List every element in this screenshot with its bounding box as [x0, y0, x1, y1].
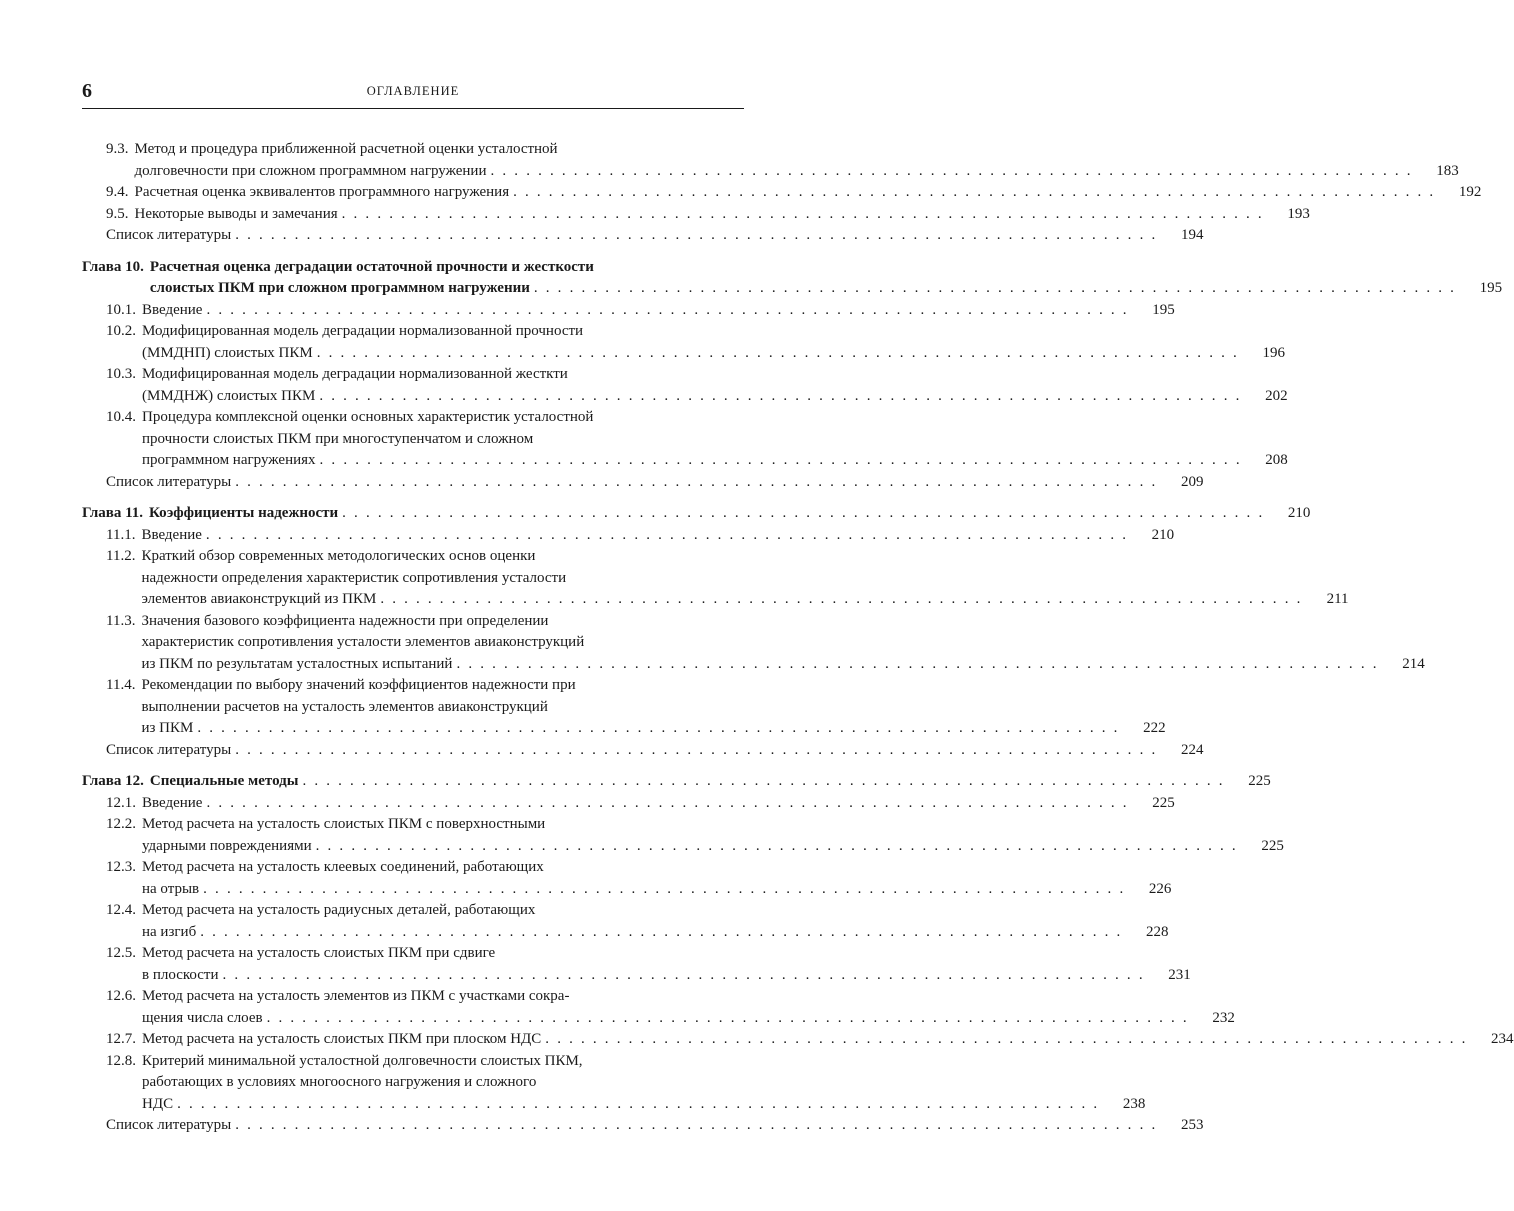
toc-entry-title: Коэффициенты надежности	[149, 505, 339, 521]
toc-page-number: 224	[1180, 741, 1204, 758]
toc-page-number: 195	[1152, 301, 1175, 318]
toc-page-number: 208	[1265, 452, 1288, 468]
section-gap	[82, 493, 744, 503]
toc-page-number: 225	[1261, 837, 1284, 854]
toc-entry-title: программном нагружениях	[142, 452, 316, 468]
toc-entry-title: Некоторые выводы и замечания	[134, 205, 338, 222]
toc-references-entry[interactable]	[82, 740, 1204, 762]
toc-entry-title: долговечности при сложном программном нагружении	[134, 162, 487, 179]
dot-leader: . . . . . . . . . . . . . . . . . . . . . . . . . . . . . . . . . . . . . . . . . . . . . . . . . . . . . . . . . . . . . . . . . . . . . . . . . . . . . .	[341, 205, 1264, 222]
toc-entry-number: 11.4.	[106, 677, 136, 693]
dot-leader: . . . . . . . . . . . . . . . . . . . . . . . . . . . . . . . . . . . . . . . . . . . . . . . . . . . . . . . . . . . . . . . . . . . . . . . . . . . . . .	[235, 1117, 1158, 1133]
toc-entry-title: Метод расчета на усталость слоистых ПКМ при сдвиге	[142, 945, 496, 961]
toc-section-entry[interactable]	[82, 675, 1166, 740]
toc-references-entry[interactable]	[82, 1115, 1204, 1137]
dot-leader: . . . . . . . . . . . . . . . . . . . . . . . . . . . . . . . . . . . . . . . . . . . . . . . . . . . . . . . . . . . . . . . . . . . . . . . . . . . . . .	[197, 720, 1120, 736]
toc-section-entry[interactable]	[82, 1051, 1146, 1116]
toc-entry-number: 12.5.	[106, 945, 136, 961]
toc-page-number: 193	[1287, 205, 1310, 222]
toc-entry-title: Список литературы	[106, 741, 232, 758]
toc-entry-number: 9.4.	[106, 184, 129, 200]
toc-line	[82, 675, 744, 697]
toc-chapter-entry[interactable]	[82, 503, 1311, 525]
toc-line	[82, 771, 1271, 793]
toc-entry-title: Процедура комплексной оценки основных характеристик усталостной	[142, 409, 594, 425]
toc-entry-title: надежности определения характеристик сопротивления усталости	[141, 569, 567, 586]
dot-leader: . . . . . . . . . . . . . . . . . . . . . . . . . . . . . . . . . . . . . . . . . . . . . . . . . . . . . . . . . . . . . . . . . . . . . . . . . . . . . .	[456, 655, 1379, 672]
toc-entry-title: элементов авиаконструкций из ПКМ	[141, 591, 377, 607]
toc-section-entry[interactable]	[82, 204, 1310, 226]
toc-entry-number: 11.2.	[106, 548, 136, 564]
toc-line	[82, 857, 744, 879]
toc-line	[82, 654, 1425, 676]
running-head	[82, 78, 744, 106]
toc-page-number: 195	[1479, 280, 1503, 296]
toc-page-number: 225	[1152, 794, 1175, 811]
toc-section-entry[interactable]	[82, 300, 1175, 322]
toc-entry-title: Список литературы	[106, 1117, 232, 1133]
toc-line	[82, 503, 1311, 525]
toc-section-entry[interactable]	[82, 139, 1459, 182]
toc-entry-title: характеристик сопротивления усталости элементов авиаконструкций	[141, 634, 585, 650]
dot-leader: . . . . . . . . . . . . . . . . . . . . . . . . . . . . . . . . . . . . . . . . . . . . . . . . . . . . . . . . . . . . . . . . . . . . . . . . . . . . . .	[319, 387, 1242, 404]
toc-chapter-entry[interactable]	[82, 257, 1503, 300]
toc-entry-title: прочности слоистых ПКМ при многоступенчатом и сложном	[142, 430, 534, 447]
toc-entry-number: 12.8.	[106, 1052, 136, 1069]
dot-leader: . . . . . . . . . . . . . . . . . . . . . . . . . . . . . . . . . . . . . . . . . . . . . . . . . . . . . . . . . . . . . . . . . . . . . . . . . . . . . .	[235, 741, 1158, 758]
toc-entry-title: Список литературы	[106, 227, 232, 243]
toc-entry-title: Рекомендации по выбору значений коэффициентов надежности при	[141, 677, 576, 693]
toc-entry-title: (ММДНП) слоистых ПКМ	[142, 344, 313, 361]
toc-page-number: 225	[1248, 773, 1271, 789]
toc-line	[82, 450, 1288, 472]
toc-line	[82, 257, 744, 279]
toc-line	[82, 321, 744, 343]
toc-entry-title: Значения базового коэффициента надежности при определении	[141, 612, 549, 629]
toc-line	[82, 611, 744, 633]
toc-chapter-entry[interactable]	[82, 771, 1271, 793]
toc-line	[82, 364, 744, 386]
toc-line	[82, 718, 1166, 740]
toc-entry-number: 12.3.	[106, 859, 136, 875]
toc-page-number: 231	[1168, 966, 1191, 983]
toc-line	[82, 278, 1503, 300]
toc-page-number: 210	[1151, 526, 1175, 543]
toc-entry-title: работающих в условиях многоосного нагружения и сложного	[142, 1074, 537, 1090]
header-rule	[82, 108, 744, 109]
toc-section-entry[interactable]	[82, 857, 1172, 900]
section-gap	[82, 247, 744, 257]
toc-line	[82, 386, 1288, 408]
toc-entry-title: Модифицированная модель деградации нормализованной прочности	[142, 323, 584, 339]
toc-line	[82, 879, 1172, 901]
toc-entry-title: Расчетная оценка деградации остаточной прочности и жесткости	[149, 258, 594, 275]
toc-line	[82, 1115, 1204, 1137]
toc-entry-number: 12.4.	[106, 902, 136, 918]
toc-line	[82, 204, 1310, 226]
toc-entry-title: Метод расчета на усталость элементов из ПКМ с участками сокра-	[142, 988, 570, 1004]
toc-page-number: 211	[1326, 591, 1349, 607]
toc-page-number: 209	[1180, 473, 1204, 490]
toc-line	[82, 225, 1204, 247]
toc-entry-number: 12.7.	[106, 1031, 136, 1047]
toc-entry-title: Метод и процедура приближенной расчетной оценки усталостной	[134, 141, 558, 157]
toc-entry-title: Список литературы	[106, 473, 232, 490]
toc-page-number: 196	[1262, 344, 1285, 361]
dot-leader: . . . . . . . . . . . . . . . . . . . . . . . . . . . . . . . . . . . . . . . . . . . . . . . . . . . . . . . . . . . . . . . . . . . . . . . . . . . . . .	[302, 773, 1225, 789]
toc-line	[82, 1072, 744, 1094]
toc-line	[82, 1094, 1146, 1116]
toc-entry-title: Введение	[142, 794, 203, 811]
toc-line	[82, 697, 744, 719]
toc-line	[82, 589, 1349, 611]
dot-leader: . . . . . . . . . . . . . . . . . . . . . . . . . . . . . . . . . . . . . . . . . . . . . . . . . . . . . . . . . . . . . . . . . . . . . . . . . . . . . .	[222, 966, 1145, 983]
dot-leader: . . . . . . . . . . . . . . . . . . . . . . . . . . . . . . . . . . . . . . . . . . . . . . . . . . . . . . . . . . . . . . . . . . . . . . . . . . . . . .	[235, 473, 1158, 490]
toc-entry-title: в плоскости	[142, 966, 219, 983]
dot-leader: . . . . . . . . . . . . . . . . . . . . . . . . . . . . . . . . . . . . . . . . . . . . . . . . . . . . . . . . . . . . . . . . . . . . . . . . . . . . . .	[266, 1009, 1189, 1026]
running-title: ОГЛАВЛЕНИЕ	[366, 84, 460, 98]
toc-line	[82, 1051, 744, 1073]
toc-entry-title: слоистых ПКМ при сложном программном нагружении	[149, 280, 530, 296]
toc-page-number: 232	[1212, 1009, 1235, 1026]
toc-page-number: 253	[1180, 1117, 1204, 1133]
toc-entry-title: Введение	[142, 301, 203, 318]
toc-page-number: 226	[1148, 880, 1172, 897]
toc-entry-title: Метод расчета на усталость слоистых ПКМ при плоском НДС	[142, 1031, 542, 1047]
toc-line	[82, 632, 744, 654]
toc-line	[82, 814, 744, 836]
toc-entry-number: 9.3.	[106, 141, 129, 157]
dot-leader: . . . . . . . . . . . . . . . . . . . . . . . . . . . . . . . . . . . . . . . . . . . . . . . . . . . . . . . . . . . . . . . . . . . . . . . . . . . . . .	[235, 227, 1158, 243]
section-gap	[82, 761, 744, 771]
toc-page-number: 222	[1143, 720, 1166, 736]
toc-entry-title: из ПКМ	[141, 720, 194, 736]
page-number: 6	[82, 80, 92, 102]
toc-entry-title: выполнении расчетов на усталость элементов авиаконструкций	[141, 698, 548, 715]
toc-entry-number: Глава 12.	[82, 773, 144, 789]
toc-entry-title: ударными повреждениями	[142, 837, 312, 854]
toc-entry-number: Глава 10.	[82, 258, 144, 275]
toc-entry-number: 12.2.	[106, 816, 136, 832]
toc-section-entry[interactable]	[82, 900, 1169, 943]
toc-section-entry[interactable]	[82, 943, 1191, 986]
dot-leader: . . . . . . . . . . . . . . . . . . . . . . . . . . . . . . . . . . . . . . . . . . . . . . . . . . . . . . . . . . . . . . . . . . . . . . . . . . . . . .	[342, 505, 1265, 521]
toc-line	[82, 1029, 1514, 1051]
toc-entry-number: 11.3.	[106, 612, 136, 629]
toc-entry-title: (ММДНЖ) слоистых ПКМ	[142, 387, 316, 404]
toc-line	[82, 900, 744, 922]
toc-line	[82, 343, 1285, 365]
toc-section-entry[interactable]	[82, 986, 1235, 1029]
toc-entry-title: Краткий обзор современных методологических основ оценки	[141, 548, 536, 564]
toc-entry-number: 12.6.	[106, 988, 136, 1004]
dot-leader: . . . . . . . . . . . . . . . . . . . . . . . . . . . . . . . . . . . . . . . . . . . . . . . . . . . . . . . . . . . . . . . . . . . . . . . . . . . . . .	[533, 280, 1457, 296]
toc-entry-title: Расчетная оценка эквивалентов программного нагружения	[134, 184, 510, 200]
toc-entry-title: Метод расчета на усталость слоистых ПКМ с поверхностными	[142, 816, 546, 832]
dot-leader: . . . . . . . . . . . . . . . . . . . . . . . . . . . . . . . . . . . . . . . . . . . . . . . . . . . . . . . . . . . . . . . . . . . . . . . . . . . . . .	[200, 923, 1123, 940]
toc-entry-number: 10.3.	[106, 366, 136, 382]
dot-leader: . . . . . . . . . . . . . . . . . . . . . . . . . . . . . . . . . . . . . . . . . . . . . . . . . . . . . . . . . . . . . . . . . . . . . . . . . . . . . .	[203, 880, 1126, 897]
toc-section-entry[interactable]	[82, 364, 1288, 407]
toc-page-number: 192	[1458, 184, 1482, 200]
toc-entry-number: 10.4.	[106, 409, 136, 425]
toc-line	[82, 986, 744, 1008]
toc-entry-number: 12.1.	[106, 794, 136, 811]
toc-line	[82, 525, 1175, 547]
toc-section-entry[interactable]	[82, 793, 1175, 815]
toc-entry-number: 11.1.	[106, 526, 136, 543]
toc-references-entry[interactable]	[82, 472, 1204, 494]
dot-leader: . . . . . . . . . . . . . . . . . . . . . . . . . . . . . . . . . . . . . . . . . . . . . . . . . . . . . . . . . . . . . . . . . . . . . . . . . . . . . .	[380, 591, 1303, 607]
toc-line	[82, 1008, 1235, 1030]
dot-leader: . . . . . . . . . . . . . . . . . . . . . . . . . . . . . . . . . . . . . . . . . . . . . . . . . . . . . . . . . . . . . . . . . . . . . . . . . . . . . .	[177, 1095, 1100, 1112]
toc-section-entry[interactable]	[82, 182, 1482, 204]
dot-leader: . . . . . . . . . . . . . . . . . . . . . . . . . . . . . . . . . . . . . . . . . . . . . . . . . . . . . . . . . . . . . . . . . . . . . . . . . . . . . .	[513, 184, 1436, 200]
toc-line	[82, 407, 744, 429]
toc-entry-title: на отрыв	[142, 880, 200, 897]
toc-line	[82, 836, 1284, 858]
toc-page-number: 202	[1265, 387, 1288, 404]
toc-entry-title: Модифицированная модель деградации нормализованной жесткти	[142, 366, 568, 382]
dot-leader: . . . . . . . . . . . . . . . . . . . . . . . . . . . . . . . . . . . . . . . . . . . . . . . . . . . . . . . . . . . . . . . . . . . . . . . . . . . . . .	[319, 452, 1242, 468]
toc-section-entry[interactable]	[82, 525, 1175, 547]
toc-page-number: 183	[1436, 162, 1459, 179]
toc-entry-title: на изгиб	[142, 923, 197, 940]
dot-leader: . . . . . . . . . . . . . . . . . . . . . . . . . . . . . . . . . . . . . . . . . . . . . . . . . . . . . . . . . . . . . . . . . . . . . . . . . . . . . .	[315, 837, 1238, 854]
toc-page-number: 194	[1180, 227, 1204, 243]
toc-references-entry[interactable]	[82, 225, 1204, 247]
table-of-contents	[82, 139, 1514, 1137]
toc-line	[82, 139, 744, 161]
toc-entry-number: 10.1.	[106, 301, 136, 318]
toc-line	[82, 740, 1204, 762]
toc-entry-title: НДС	[142, 1095, 174, 1112]
toc-section-entry[interactable]	[82, 321, 1285, 364]
dot-leader: . . . . . . . . . . . . . . . . . . . . . . . . . . . . . . . . . . . . . . . . . . . . . . . . . . . . . . . . . . . . . . . . . . . . . . . . . . . . . .	[490, 162, 1413, 179]
toc-line	[82, 965, 1191, 987]
toc-entry-title: из ПКМ по результатам усталостных испытаний	[141, 655, 453, 672]
toc-line	[82, 546, 744, 568]
toc-line	[82, 568, 744, 590]
toc-page-number: 234	[1491, 1031, 1514, 1047]
toc-section-entry[interactable]	[82, 546, 1349, 611]
dot-leader: . . . . . . . . . . . . . . . . . . . . . . . . . . . . . . . . . . . . . . . . . . . . . . . . . . . . . . . . . . . . . . . . . . . . . . . . . . . . . .	[206, 301, 1129, 318]
dot-leader: . . . . . . . . . . . . . . . . . . . . . . . . . . . . . . . . . . . . . . . . . . . . . . . . . . . . . . . . . . . . . . . . . . . . . . . . . . . . . .	[205, 526, 1129, 543]
toc-entry-number: 9.5.	[106, 205, 129, 222]
toc-page-number: 228	[1145, 923, 1169, 940]
toc-section-entry[interactable]	[82, 814, 1284, 857]
toc-entry-title: Специальные методы	[149, 773, 299, 789]
toc-page-number: 214	[1402, 655, 1425, 672]
toc-section-entry[interactable]	[82, 1029, 1514, 1051]
toc-page-number: 238	[1122, 1095, 1146, 1112]
toc-entry-title: Критерий минимальной усталостной долговечности слоистых ПКМ,	[142, 1052, 583, 1069]
toc-line	[82, 472, 1204, 494]
toc-entry-title: Метод расчета на усталость клеевых соединений, работающих	[142, 859, 544, 875]
toc-entry-number: 10.2.	[106, 323, 136, 339]
toc-line	[82, 429, 744, 451]
toc-line	[82, 922, 1169, 944]
dot-leader: . . . . . . . . . . . . . . . . . . . . . . . . . . . . . . . . . . . . . . . . . . . . . . . . . . . . . . . . . . . . . . . . . . . . . . . . . . . . . .	[316, 344, 1239, 361]
toc-line	[82, 161, 1459, 183]
toc-section-entry[interactable]	[82, 611, 1425, 676]
toc-page-number: 210	[1287, 505, 1311, 521]
toc-entry-title: щения числа слоев	[142, 1009, 263, 1026]
toc-entry-number: Глава 11.	[82, 505, 144, 521]
toc-line	[82, 793, 1175, 815]
toc-line	[82, 943, 744, 965]
toc-section-entry[interactable]	[82, 407, 1288, 472]
toc-entry-title: Метод расчета на усталость радиусных деталей, работающих	[142, 902, 536, 918]
toc-line	[82, 300, 1175, 322]
dot-leader: . . . . . . . . . . . . . . . . . . . . . . . . . . . . . . . . . . . . . . . . . . . . . . . . . . . . . . . . . . . . . . . . . . . . . . . . . . . . . .	[206, 794, 1129, 811]
toc-entry-title: Введение	[141, 526, 202, 543]
toc-line	[82, 182, 1482, 204]
dot-leader: . . . . . . . . . . . . . . . . . . . . . . . . . . . . . . . . . . . . . . . . . . . . . . . . . . . . . . . . . . . . . . . . . . . . . . . . . . . . . .	[545, 1031, 1468, 1047]
